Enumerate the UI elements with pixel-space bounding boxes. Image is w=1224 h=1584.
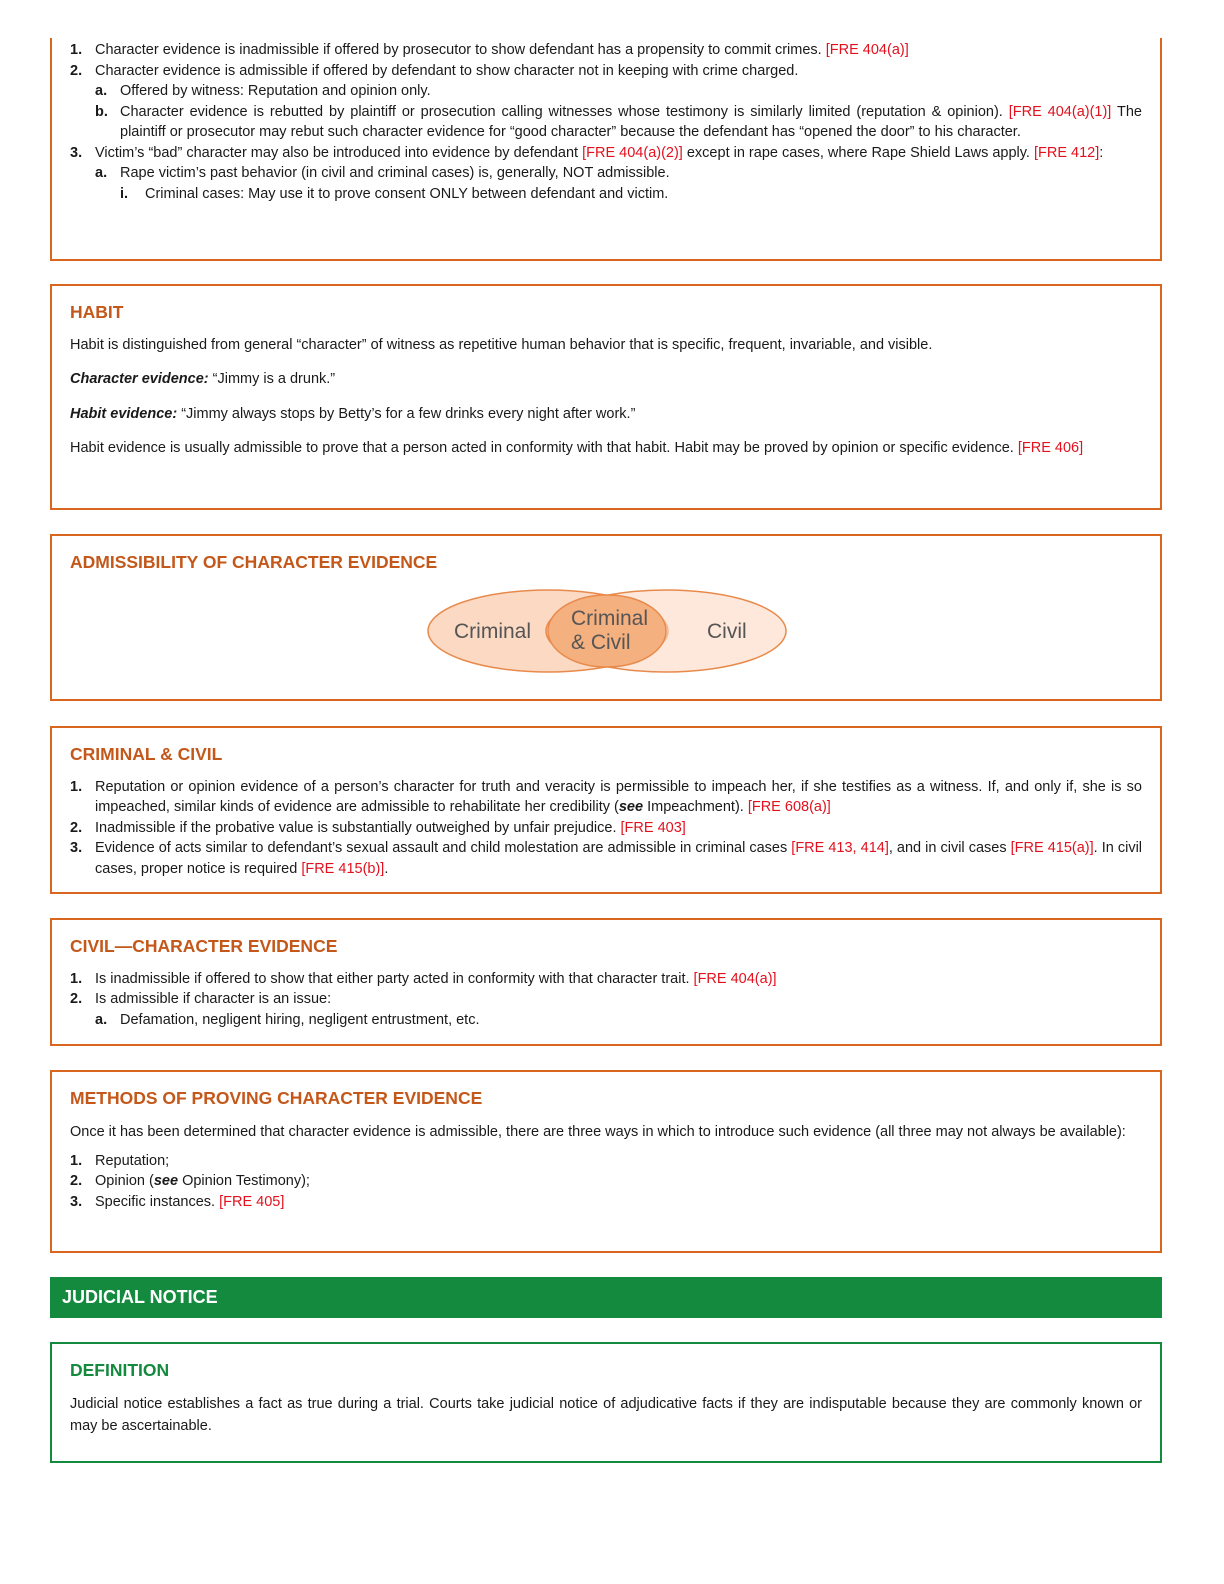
section-title: CRIMINAL & CIVIL <box>70 744 223 764</box>
fre-reference: [FRE 404(a)(2)] <box>582 144 683 161</box>
list-item: 3. Evidence of acts similar to defendant’s sexual assault and child molestation are admissible in criminal cases [FRE 413, 414], and in civil cases [FRE 415(a)]. In civil cases, proper notice is required [FRE 415(b)]. <box>70 840 1143 877</box>
venn-diagram <box>426 588 788 676</box>
list-item: 2. Character evidence is admissible if offered by defendant to show character not in keeping with crime charged. <box>70 62 799 79</box>
paragraph: Once it has been determined that character evidence is admissible, there are three ways in which to introduce such evidence (all three may not always be available): <box>70 1123 1126 1140</box>
paragraph: Habit evidence: “Jimmy always stops by Betty’s for a few drinks every night after work.” <box>70 405 636 422</box>
list-item: 1. Reputation; <box>70 1152 170 1169</box>
venn-label-civil: Civil <box>707 620 747 643</box>
list-item: 3. Specific instances. [FRE 405] <box>70 1193 285 1210</box>
list-item: 1. Character evidence is inadmissible if offered by prosecutor to show defendant has a propensity to commit crimes. [FRE 404(a)] <box>70 42 909 58</box>
methods-box <box>50 1070 1162 1253</box>
list-item: 1. Is inadmissible if offered to show that either party acted in conformity with that character trait. [FRE 404(a)] <box>70 970 777 987</box>
habit-box <box>50 284 1162 510</box>
fre-reference: [FRE 404(a)] <box>693 970 777 987</box>
list-item: a. Offered by witness: Reputation and opinion only. <box>95 83 431 99</box>
fre-reference: [FRE 406] <box>1017 440 1084 456</box>
venn-label-overlap-1: Criminal <box>571 607 649 630</box>
list-item: 2. Is admissible if character is an issue: <box>70 991 332 1007</box>
section-title: METHODS OF PROVING CHARACTER EVIDENCE <box>70 1088 483 1108</box>
list-item: a. Rape victim’s past behavior (in civil and criminal cases) is, generally, NOT admissible. <box>95 165 670 181</box>
civil-character-box <box>50 918 1162 1046</box>
section-title: CIVIL—CHARACTER EVIDENCE <box>70 936 338 956</box>
definition-box <box>50 1342 1162 1463</box>
fre-reference: [FRE 404(a)(1)] <box>1008 103 1112 120</box>
paragraph: Habit is distinguished from general “character” of witness as repetitive human behavior that is specific, frequent, invariable, and visible. <box>70 336 933 353</box>
judicial-notice-banner: JUDICIAL NOTICE <box>50 1277 1162 1318</box>
fre-reference: [FRE 412] <box>1034 144 1100 161</box>
list-item: a. Defamation, negligent hiring, negligent entrustment, etc. <box>95 1011 480 1028</box>
fre-reference: [FRE 413, 414] <box>791 840 889 856</box>
fre-reference: [FRE 404(a)] <box>825 42 909 58</box>
list-item: i. Criminal cases: May use it to prove consent ONLY between defendant and victim. <box>120 185 669 202</box>
fre-reference: [FRE 608(a)] <box>747 799 831 815</box>
fre-reference: [FRE 403] <box>620 819 686 836</box>
list-item: 2. Inadmissible if the probative value is substantially outweighed by unfair prejudice. [FRE 403] <box>70 819 686 836</box>
venn-label-criminal: Criminal <box>454 620 532 643</box>
list-item: 3. Victim’s “bad” character may also be introduced into evidence by defendant [FRE 404(a)(2)] except in rape cases, where Rape Shield Laws apply. [FRE 412]: <box>70 144 1104 161</box>
character-evidence-continued-box <box>50 38 1162 261</box>
fre-reference: [FRE 415(a)] <box>1010 840 1094 856</box>
paragraph: Habit evidence is usually admissible to prove that a person acted in conformity with that habit. Habit may be proved by opinion or specific evidence. [FRE 406] <box>70 440 1084 456</box>
list-item: 1. Reputation or opinion evidence of a person’s character for truth and veracity is permissible to impeach her, if she testifies as a witness. If, and only if, she is so impeached, similar kinds of evidence are admissible to rehabilitate her credibility (see Impeachment). [FRE 608(a)] <box>70 778 1142 815</box>
venn-label-overlap-2: & Civil <box>571 631 631 654</box>
paragraph: Judicial notice establishes a fact as true during a trial. Courts take judicial notice of adjudicative facts if they are indisputable because they are commonly known or may be ascertainable. <box>70 1395 1142 1434</box>
criminal-civil-box <box>50 726 1162 894</box>
list-item: b. Character evidence is rebutted by plaintiff or prosecution calling witnesses whose testimony is similarly limited (reputation & opinion). [FRE 404(a)(1)] The plaintiff or prosecutor may rebut such character evidence for “good character” because the defendant has “opened the door” to his character. <box>95 103 1142 140</box>
paragraph: Character evidence: “Jimmy is a drunk.” <box>70 371 336 387</box>
list-item: 2. Opinion (see Opinion Testimony); <box>70 1173 310 1189</box>
fre-reference: [FRE 415(b)] <box>301 860 385 877</box>
section-title: ADMISSIBILITY OF CHARACTER EVIDENCE <box>70 552 438 572</box>
fre-reference: [FRE 405] <box>219 1193 285 1210</box>
section-title: HABIT <box>70 302 124 322</box>
section-title: DEFINITION <box>70 1360 170 1380</box>
